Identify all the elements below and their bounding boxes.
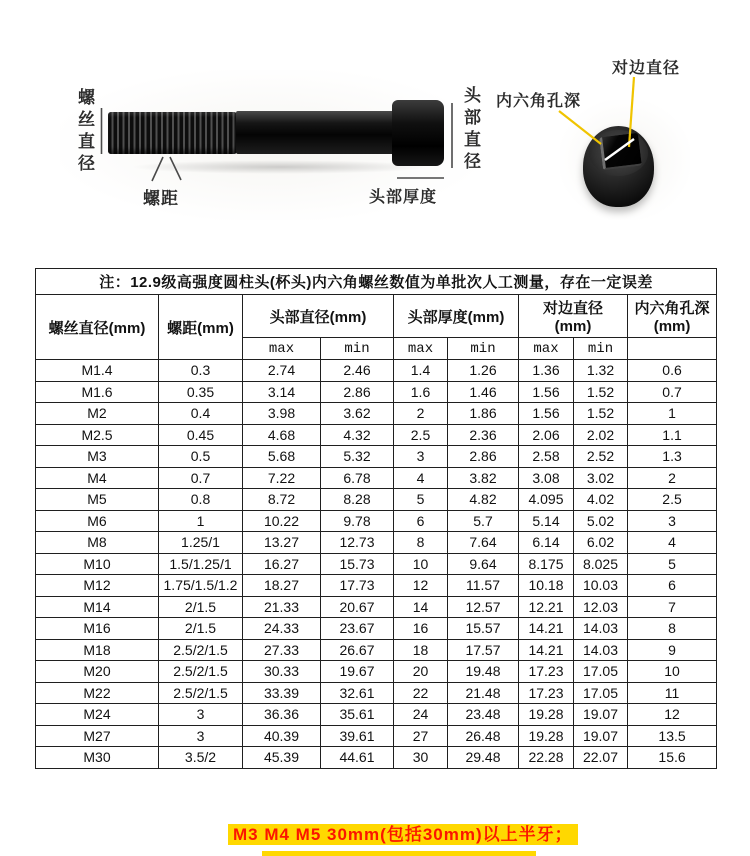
table-cell: 7.22 <box>243 467 321 489</box>
table-cell: 17.05 <box>574 682 628 704</box>
table-cell: 4.32 <box>321 424 394 446</box>
table-cell: 15.57 <box>448 618 519 640</box>
table-cell: 15.6 <box>628 747 717 769</box>
table-cell: M6 <box>36 510 159 532</box>
subheader-across-flats-max: max <box>519 338 574 360</box>
table-cell: M16 <box>36 618 159 640</box>
table-note-row <box>36 269 717 295</box>
table-cell: 6 <box>394 510 448 532</box>
table-cell: 0.3 <box>159 360 243 382</box>
table-cell: 3.82 <box>448 467 519 489</box>
table-cell: 6.78 <box>321 467 394 489</box>
table-cell: 2 <box>628 467 717 489</box>
table-cell: 12 <box>628 704 717 726</box>
table-cell: 1.52 <box>574 403 628 425</box>
table-cell: 5.02 <box>574 510 628 532</box>
table-cell: 0.8 <box>159 489 243 511</box>
table-cell: 5.14 <box>519 510 574 532</box>
table-cell: 0.6 <box>628 360 717 382</box>
table-cell: M5 <box>36 489 159 511</box>
table-row <box>36 424 717 446</box>
table-cell: 3 <box>628 510 717 532</box>
table-cell: 29.48 <box>448 747 519 769</box>
table-header-row-1 <box>36 295 717 338</box>
table-cell: 3.62 <box>321 403 394 425</box>
table-cell: 12.21 <box>519 596 574 618</box>
table-cell: 4.095 <box>519 489 574 511</box>
table-cell: 2.36 <box>448 424 519 446</box>
table-cell: M18 <box>36 639 159 661</box>
table-cell: 19.28 <box>519 704 574 726</box>
table-cell: 30.33 <box>243 661 321 683</box>
table-cell: 1.52 <box>574 381 628 403</box>
table-cell: 6.14 <box>519 532 574 554</box>
table-cell: 1.75/1.5/1.2 <box>159 575 243 597</box>
table-cell: 17.23 <box>519 682 574 704</box>
table-cell: M27 <box>36 725 159 747</box>
table-cell: 12.03 <box>574 596 628 618</box>
table-cell: 3.08 <box>519 467 574 489</box>
table-row <box>36 575 717 597</box>
table-cell: M8 <box>36 532 159 554</box>
table-cell: 14.21 <box>519 618 574 640</box>
table-cell: 0.7 <box>159 467 243 489</box>
table-row <box>36 725 717 747</box>
label-across-flats-diameter: 对边直径 <box>612 60 681 77</box>
col-header-across-flats-line1: 对边直径 <box>542 300 603 317</box>
table-cell: 23.48 <box>448 704 519 726</box>
col-header-pitch: 螺距(mm) <box>159 295 243 360</box>
table-row <box>36 682 717 704</box>
table-cell: 22.28 <box>519 747 574 769</box>
table-cell: 22.07 <box>574 747 628 769</box>
table-cell: 20.67 <box>321 596 394 618</box>
table-cell: 22 <box>394 682 448 704</box>
col-header-head-thickness: 头部厚度(mm) <box>394 295 519 338</box>
table-cell: 2.5 <box>394 424 448 446</box>
table-cell: M30 <box>36 747 159 769</box>
table-cell: 1.56 <box>519 403 574 425</box>
table-row <box>36 747 717 769</box>
table-cell: 0.4 <box>159 403 243 425</box>
table-cell: 1.32 <box>574 360 628 382</box>
hex-socket-hole <box>599 133 642 171</box>
table-cell: 26.48 <box>448 725 519 747</box>
table-cell: 21.48 <box>448 682 519 704</box>
table-cell: 16.27 <box>243 553 321 575</box>
table-cell: 14.03 <box>574 639 628 661</box>
table-cell: 19.48 <box>448 661 519 683</box>
table-cell: 8 <box>394 532 448 554</box>
table-cell: 21.33 <box>243 596 321 618</box>
table-cell: 2.5 <box>628 489 717 511</box>
table-row <box>36 403 717 425</box>
col-header-socket-depth-line1: 内六角孔深 <box>634 300 710 317</box>
table-cell: 44.61 <box>321 747 394 769</box>
table-cell: 10.18 <box>519 575 574 597</box>
table-cell: M20 <box>36 661 159 683</box>
table-cell: 2/1.5 <box>159 618 243 640</box>
table-cell: 33.39 <box>243 682 321 704</box>
spec-table-section <box>35 268 717 769</box>
table-cell: 5 <box>394 489 448 511</box>
table-cell: M10 <box>36 553 159 575</box>
table-cell: 9.64 <box>448 553 519 575</box>
table-cell: M3 <box>36 446 159 468</box>
table-cell: 2.5/2/1.5 <box>159 639 243 661</box>
col-header-across-flats-line2: (mm) <box>554 318 592 335</box>
table-cell: 15.73 <box>321 553 394 575</box>
col-header-head-diameter: 头部直径(mm) <box>243 295 394 338</box>
table-cell: 12 <box>394 575 448 597</box>
table-cell: M24 <box>36 704 159 726</box>
table-cell: 8.025 <box>574 553 628 575</box>
screw-head-endview <box>583 126 654 207</box>
table-cell: 6.02 <box>574 532 628 554</box>
table-cell: 18.27 <box>243 575 321 597</box>
table-cell: M12 <box>36 575 159 597</box>
table-cell: 2.58 <box>519 446 574 468</box>
table-cell: 5.68 <box>243 446 321 468</box>
table-cell: 0.7 <box>628 381 717 403</box>
table-row <box>36 467 717 489</box>
screw-head-section <box>392 100 444 166</box>
table-cell: 27 <box>394 725 448 747</box>
footer-highlight-text: M3 M4 M5 30mm(包括30mm)以上半牙； <box>228 824 578 845</box>
table-row <box>36 532 717 554</box>
label-screw-diameter: 螺丝直径 <box>75 88 94 176</box>
table-cell: 11 <box>628 682 717 704</box>
table-cell: 10.22 <box>243 510 321 532</box>
table-cell: 10 <box>628 661 717 683</box>
table-cell: 1 <box>628 403 717 425</box>
table-cell: 1.3 <box>628 446 717 468</box>
table-cell: 1.1 <box>628 424 717 446</box>
table-cell: 19.28 <box>519 725 574 747</box>
table-cell: M1.4 <box>36 360 159 382</box>
table-cell: 3.5/2 <box>159 747 243 769</box>
table-cell: 1.36 <box>519 360 574 382</box>
table-cell: 5.32 <box>321 446 394 468</box>
subheader-head-thickness-max: max <box>394 338 448 360</box>
table-cell: 4.82 <box>448 489 519 511</box>
table-row <box>36 661 717 683</box>
table-row <box>36 510 717 532</box>
table-cell: 1.56 <box>519 381 574 403</box>
table-cell: 19.07 <box>574 725 628 747</box>
table-cell: 36.36 <box>243 704 321 726</box>
screw-shadow <box>130 160 430 174</box>
table-cell: 5.7 <box>448 510 519 532</box>
table-cell: 9.78 <box>321 510 394 532</box>
table-cell: 1.86 <box>448 403 519 425</box>
subheader-head-thickness-min: min <box>448 338 519 360</box>
table-cell: 2.06 <box>519 424 574 446</box>
subheader-socket-depth-empty <box>628 338 717 360</box>
table-cell: 8.175 <box>519 553 574 575</box>
table-cell: 6 <box>628 575 717 597</box>
table-cell: 4.68 <box>243 424 321 446</box>
table-cell: 12.57 <box>448 596 519 618</box>
table-cell: 2.86 <box>448 446 519 468</box>
table-cell: 14.03 <box>574 618 628 640</box>
table-row <box>36 381 717 403</box>
table-cell: 3.14 <box>243 381 321 403</box>
table-cell: 17.23 <box>519 661 574 683</box>
table-cell: 14.21 <box>519 639 574 661</box>
spec-table <box>35 268 717 769</box>
table-cell: 13.5 <box>628 725 717 747</box>
label-head-thickness: 头部厚度 <box>369 189 438 206</box>
table-row <box>36 489 717 511</box>
table-cell: 14 <box>394 596 448 618</box>
table-cell: 8 <box>628 618 717 640</box>
table-row <box>36 553 717 575</box>
table-row <box>36 704 717 726</box>
table-cell: 1.25/1 <box>159 532 243 554</box>
table-cell: 10.03 <box>574 575 628 597</box>
table-cell: 4 <box>394 467 448 489</box>
table-cell: 20 <box>394 661 448 683</box>
footer-highlight-partial-strip <box>262 851 536 856</box>
col-header-screw-diameter: 螺丝直径(mm) <box>36 295 159 360</box>
table-cell: 24.33 <box>243 618 321 640</box>
table-row <box>36 618 717 640</box>
table-cell: 13.27 <box>243 532 321 554</box>
table-cell: 2/1.5 <box>159 596 243 618</box>
table-cell: M4 <box>36 467 159 489</box>
table-cell: 2.86 <box>321 381 394 403</box>
subheader-across-flats-min: min <box>574 338 628 360</box>
col-header-across-flats <box>519 295 628 338</box>
table-cell: 35.61 <box>321 704 394 726</box>
table-cell: M22 <box>36 682 159 704</box>
table-cell: 3.02 <box>574 467 628 489</box>
label-pitch: 螺距 <box>143 189 179 208</box>
table-cell: 2.74 <box>243 360 321 382</box>
table-cell: 7.64 <box>448 532 519 554</box>
table-cell: 0.35 <box>159 381 243 403</box>
table-cell: 2.02 <box>574 424 628 446</box>
table-note: 注：12.9级高强度圆柱头(杯头)内六角螺丝数值为单批次人工测量，存在一定误差 <box>36 269 717 295</box>
table-cell: 39.61 <box>321 725 394 747</box>
table-cell: 2.5/2/1.5 <box>159 661 243 683</box>
table-cell: 2.46 <box>321 360 394 382</box>
table-cell: 3.98 <box>243 403 321 425</box>
product-diagram <box>0 0 750 250</box>
table-row <box>36 596 717 618</box>
table-cell: 1.46 <box>448 381 519 403</box>
table-cell: 8.28 <box>321 489 394 511</box>
table-cell: 11.57 <box>448 575 519 597</box>
table-cell: 10 <box>394 553 448 575</box>
subheader-head-diameter-max: max <box>243 338 321 360</box>
table-cell: 9 <box>628 639 717 661</box>
table-cell: 0.45 <box>159 424 243 446</box>
table-cell: M14 <box>36 596 159 618</box>
table-cell: 4 <box>628 532 717 554</box>
table-cell: M1.6 <box>36 381 159 403</box>
table-cell: 26.67 <box>321 639 394 661</box>
table-row <box>36 360 717 382</box>
table-cell: 19.67 <box>321 661 394 683</box>
table-cell: 4.02 <box>574 489 628 511</box>
table-cell: 3 <box>159 725 243 747</box>
table-cell: 16 <box>394 618 448 640</box>
table-cell: 32.61 <box>321 682 394 704</box>
table-row <box>36 446 717 468</box>
table-cell: 40.39 <box>243 725 321 747</box>
table-cell: 18 <box>394 639 448 661</box>
table-cell: 45.39 <box>243 747 321 769</box>
table-cell: 1.6 <box>394 381 448 403</box>
table-cell: 5 <box>628 553 717 575</box>
table-cell: 3 <box>159 704 243 726</box>
subheader-head-diameter-min: min <box>321 338 394 360</box>
table-cell: 1.4 <box>394 360 448 382</box>
table-cell: M2 <box>36 403 159 425</box>
table-cell: 17.57 <box>448 639 519 661</box>
table-cell: 2 <box>394 403 448 425</box>
table-cell: 24 <box>394 704 448 726</box>
table-cell: 12.73 <box>321 532 394 554</box>
table-cell: 7 <box>628 596 717 618</box>
table-cell: 23.67 <box>321 618 394 640</box>
table-cell: 1 <box>159 510 243 532</box>
col-header-socket-depth-line2: (mm) <box>653 318 691 335</box>
table-cell: 1.5/1.25/1 <box>159 553 243 575</box>
table-cell: 17.73 <box>321 575 394 597</box>
screw-thread-section <box>108 112 237 154</box>
table-cell: 0.5 <box>159 446 243 468</box>
label-head-diameter: 头部直径 <box>461 86 480 174</box>
table-cell: 19.07 <box>574 704 628 726</box>
table-cell: 27.33 <box>243 639 321 661</box>
table-cell: 17.05 <box>574 661 628 683</box>
col-header-socket-depth <box>628 295 717 338</box>
table-cell: 2.5/2/1.5 <box>159 682 243 704</box>
table-cell: 8.72 <box>243 489 321 511</box>
table-cell: M2.5 <box>36 424 159 446</box>
screw-shank-section <box>236 111 394 154</box>
table-row <box>36 639 717 661</box>
table-cell: 30 <box>394 747 448 769</box>
table-cell: 3 <box>394 446 448 468</box>
table-cell: 1.26 <box>448 360 519 382</box>
table-cell: 2.52 <box>574 446 628 468</box>
label-socket-depth: 内六角孔深 <box>496 93 582 110</box>
